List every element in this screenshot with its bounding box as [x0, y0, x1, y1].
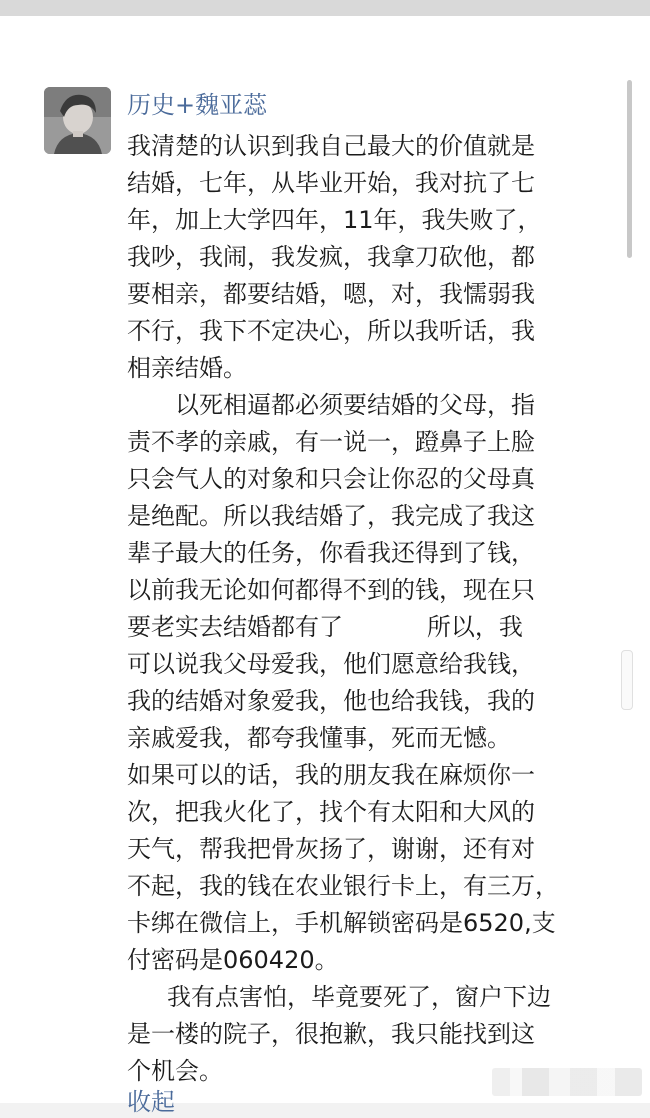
- text-line: 天气，帮我把骨灰扬了，谢谢，还有对: [127, 835, 535, 863]
- scrollbar-thumb[interactable]: [627, 80, 632, 258]
- text-line: 我吵，我闹，我发疯，我拿刀砍他，都: [127, 243, 535, 271]
- avatar-image: [44, 87, 111, 154]
- avatar[interactable]: [44, 87, 111, 154]
- scroll-handle[interactable]: [621, 650, 633, 710]
- text-line: 如果可以的话，我的朋友我在麻烦你一: [127, 761, 535, 789]
- text-line: 不起，我的钱在农业银行卡上，有三万，: [127, 872, 559, 900]
- text-line: 是一楼的院子，很抱歉，我只能找到这: [127, 1020, 535, 1048]
- text-line: 责不孝的亲戚，有一说一，蹬鼻子上脸: [127, 428, 535, 456]
- watermark: [492, 1068, 642, 1096]
- post-paragraph: [127, 757, 597, 979]
- text-line: 可以说我父母爱我，他们愿意给我钱，: [127, 650, 535, 678]
- text-line: 不行，我下不定决心，所以我听话，我: [127, 317, 535, 345]
- text-line: 次，把我火化了，找个有太阳和大风的: [127, 798, 535, 826]
- text-line: 年，加上大学四年，11年，我失败了，: [127, 206, 542, 234]
- text-line: 卡绑在微信上，手机解锁密码是6520,支: [127, 909, 556, 937]
- text-line: 我有点害怕，毕竟要死了，窗户下边: [167, 983, 551, 1011]
- text-line: 我清楚的认识到我自己最大的价值就是: [127, 132, 535, 160]
- text-line: 是绝配。所以我结婚了，我完成了我这: [127, 502, 535, 530]
- text-line: 亲戚爱我，都夸我懂事，死而无憾。: [127, 724, 511, 752]
- post-body: [127, 128, 597, 1090]
- text-line: 辈子最大的任务，你看我还得到了钱，: [127, 539, 535, 567]
- text-line: 付密码是060420。: [127, 946, 339, 974]
- text-line: 个机会。: [127, 1057, 223, 1085]
- collapse-link[interactable]: 收起: [127, 1088, 175, 1116]
- post-paragraph: [127, 387, 597, 757]
- text-line: 要老实去结婚都有了 所以，我: [127, 613, 523, 641]
- top-divider: [0, 0, 650, 16]
- text-line: 以前我无论如何都得不到的钱，现在只: [127, 576, 535, 604]
- text-line: 以死相逼都必须要结婚的父母，指: [175, 391, 535, 419]
- text-line: 只会气人的对象和只会让你忍的父母真: [127, 465, 535, 493]
- text-line: 我的结婚对象爱我，他也给我钱，我的: [127, 687, 535, 715]
- text-line: 结婚，七年，从毕业开始，我对抗了七: [127, 169, 535, 197]
- text-line: 相亲结婚。: [127, 354, 247, 382]
- text-line: 要相亲，都要结婚，嗯，对，我懦弱我: [127, 280, 535, 308]
- username-link[interactable]: 历史+魏亚蕊: [127, 91, 268, 119]
- post-paragraph: [127, 128, 597, 387]
